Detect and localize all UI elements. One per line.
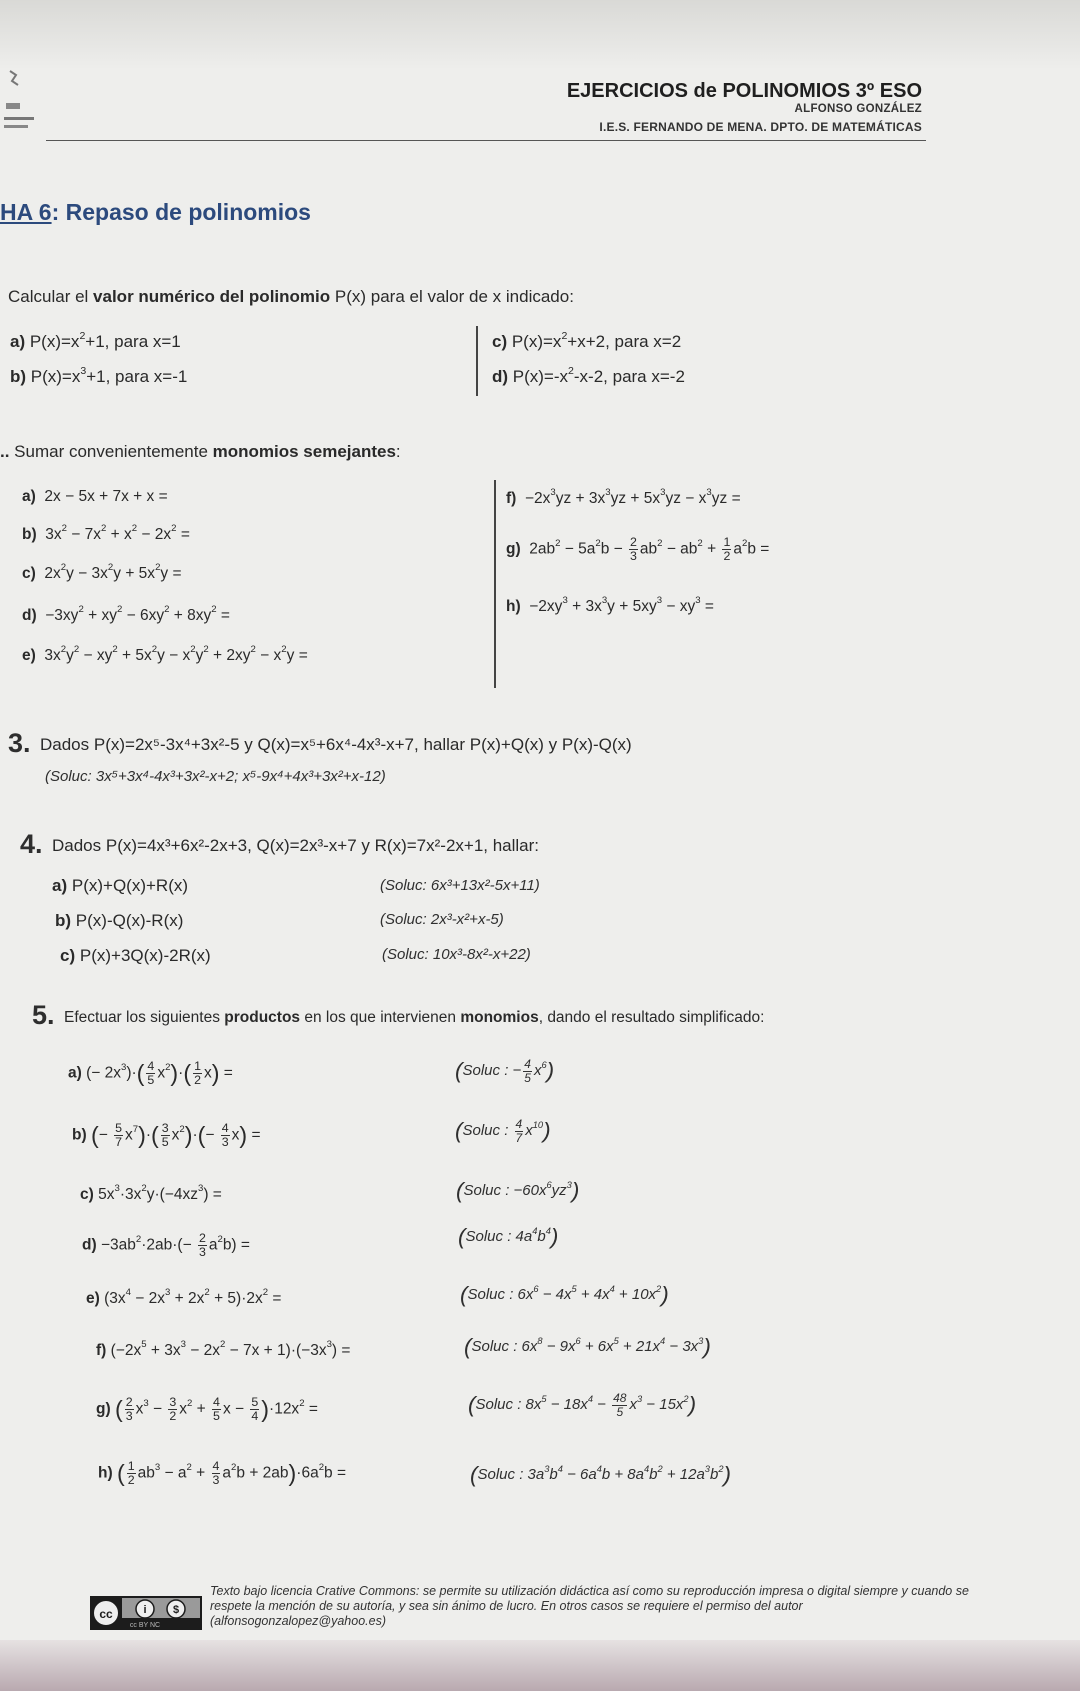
svg-text:$: $ — [172, 1604, 180, 1616]
ex5-item-f: f) $(-2x^5 + 3x^3 - 2x^2 - 7x + 1)\cdot(-3x^3)$ = — [96, 1339, 351, 1359]
license-text: Texto bajo licencia Crative Commons: se permite su utilización didáctica así como su reproducción impresa o digital siempre y cuando se respete la mención de su autoría, y sea sin ánimo de lucro. En otros casos se requiere el permiso del autor (alfonsogonzalopez@yahoo.es) — [210, 1584, 969, 1628]
section-title-text: : Repaso de polinomios — [51, 199, 311, 225]
ex2-item-f: $f) -2x^3yz + 3x^3yz + 5x^3yz - x^3yz$ = — [506, 487, 741, 507]
ex5-solution-c: (Soluc : $-60x^6yz^3$) — [456, 1178, 580, 1203]
ex1-item-d: d) $P(x)=-x^2-x-2$, para x=-2 — [492, 364, 685, 386]
section-title — [0, 199, 311, 226]
ex5-solution-e: (Soluc : $6x^6 - 4x^5 + 4x^4 + 10x^2$) — [460, 1282, 669, 1307]
ex1-column-divider — [476, 326, 478, 396]
ex1-intro: Calcular el valor numérico del polinomio P(x) para el valor de x indicado: — [8, 287, 574, 306]
ex5-item-e: e) $(3x^4 - 2x^3 + 2x^2 + 5)\cdot 2x^2$ = — [86, 1287, 282, 1307]
ex5-solution-g: (Soluc : $8x^5 - 18x^4$ − $\frac{48}{5}$ $x^3 - 15x^2$) — [468, 1391, 697, 1419]
ex5-item-h: h) ( $\frac{1}{2}$ $ab^3 - a^2$ + $\frac{4}{3}$ $a^2b + 2ab)\cdot 6a^2b$ = — [98, 1459, 347, 1488]
ex4-solution-a: (Soluc: 6x³+13x²-5x+11) — [380, 877, 540, 894]
ex4-item-a: a) P(x)+Q(x)+R(x) — [52, 876, 189, 895]
creative-commons-badge-icon — [90, 1596, 202, 1630]
ex1-item-b: b) $P(x)=x^3+1$, para x=-1 — [10, 364, 188, 386]
ex2-item-e: e) $3x^2y^2 - xy^2 + 5x^2y - x^2y^2 + 2xy^2 - x^2y$ = — [22, 644, 308, 664]
ex3-number: 3. — [8, 728, 31, 758]
ex4-solution-b: (Soluc: 2x³-x²+x-5) — [380, 911, 504, 928]
ex2-item-a: a) 2x − 5x + 7x + x = — [22, 488, 168, 505]
ex5-solution-d: (Soluc : $4a^4b^4$) — [458, 1224, 559, 1249]
ex3-text: Dados P(x)=2x⁵-3x⁴+3x²-5 y Q(x)=x⁵+6x⁴-4x³-x+7, hallar P(x)+Q(x) y P(x)-Q(x) — [40, 735, 632, 754]
header-author: ALFONSO GONZÁLEZ — [794, 103, 922, 115]
ex4-item-c: c) P(x)+3Q(x)-2R(x) — [60, 946, 211, 965]
ex2-item-c: c) $2x^2y - 3x^2y + 5x^2y$ = — [22, 562, 182, 582]
ex5-solution-h: (Soluc : $3a^3b^4 - 6a^4b + 8a^4b^2 + 12a^3b^2$) — [470, 1462, 731, 1487]
ex5-number: 5. — [32, 1000, 55, 1030]
ex5-intro: Efectuar los siguientes productos en los que intervienen monomios, dando el resultado simplificado: — [64, 1009, 765, 1026]
ex4-text: Dados P(x)=4x³+6x²-2x+3, Q(x)=2x³-x+7 y R(x)=7x²-2x+1, hallar: — [52, 836, 540, 855]
ex3-solution: (Soluc: 3x⁵+3x⁴-4x³+3x²-x+2; x⁵-9x⁴+4x³+3x²+x-12) — [45, 768, 386, 785]
ex2-item-g: g) $2ab^2 - 5a^2b$ − $\frac{2}{3}$ $ab^2 - ab^2$ + $\frac{1}{2}$ $a^2b$ = — [506, 535, 770, 564]
ex2-column-divider — [494, 480, 496, 688]
svg-text:cc BY NC: cc BY NC — [129, 1622, 161, 1629]
school-logo-icon — [4, 65, 38, 137]
ex5-solution-f: (Soluc : $6x^8 - 9x^6 + 6x^5 + 21x^4 - 3x^3$) — [464, 1334, 711, 1359]
header-title: EJERCICIOS de POLINOMIOS 3º ESO — [566, 80, 922, 102]
ex5-item-c: c) $5x^3\cdot 3x^2y\cdot(-4xz^3)$ = — [80, 1183, 222, 1203]
ex5-solution-a: (Soluc : − $\frac{4}{5}$ $x^6$) — [455, 1057, 555, 1085]
ex2-item-h: $h) -2xy^3 + 3x^3y + 5xy^3 - xy^3$ = — [506, 595, 714, 615]
ex4-number: 4. — [20, 829, 43, 859]
ex4-solution-c: (Soluc: 10x³-8x²-x+22) — [382, 946, 531, 963]
svg-text:cc: cc — [99, 1607, 113, 1621]
ex5-solution-b: (Soluc : $\frac{4}{7}$ $x^{10}$) — [455, 1117, 551, 1145]
header-school: I.E.S. FERNANDO DE MENA. DPTO. DE MATEMÁTICAS — [599, 120, 922, 134]
ex2-item-d: $d) -3xy^2 + xy^2 - 6xy^2 + 8xy^2$ = — [22, 604, 230, 624]
ex5-item-b: b) (− $\frac{5}{7}$ $x^7)\cdot$( $\frac{3}{5}$ $x^2)\cdot(-$ $\frac{4}{3}$ x) = — [72, 1121, 261, 1150]
svg-text:i: i — [143, 1604, 147, 1616]
ex2-item-b: b) $3x^2 - 7x^2 + x^2 - 2x^2$ = — [22, 523, 190, 543]
header-rule — [46, 140, 926, 141]
ex2-intro: .. Sumar convenientemente monomios semejantes: — [0, 442, 401, 461]
section-code: HA 6 — [0, 199, 52, 225]
ex5-item-d: $d) -3ab^2\cdot 2ab\cdot(-$ $\frac{2}{3}$ $a^2b$) = — [82, 1231, 250, 1260]
ex5-item-a: a) (− $2x^3)\cdot$( $\frac{4}{5}$ $x^2)\cdot$( $\frac{1}{2}$ x) = — [68, 1059, 233, 1088]
ex4-item-b: b) P(x)-Q(x)-R(x) — [55, 911, 184, 930]
ex1-item-c: c) $P(x)=x^2+x+2$, para x=2 — [492, 329, 682, 351]
ex1-item-a: a) $P(x)=x^2+1$, para x=1 — [10, 329, 181, 351]
ex5-item-g: g) ( $\frac{2}{3}$ $x^3$ − $\frac{3}{2}$ $x^2$ + $\frac{4}{5}$ x − $\frac{5}{4}$ )$\cdot 12x^2$ = — [96, 1395, 318, 1424]
